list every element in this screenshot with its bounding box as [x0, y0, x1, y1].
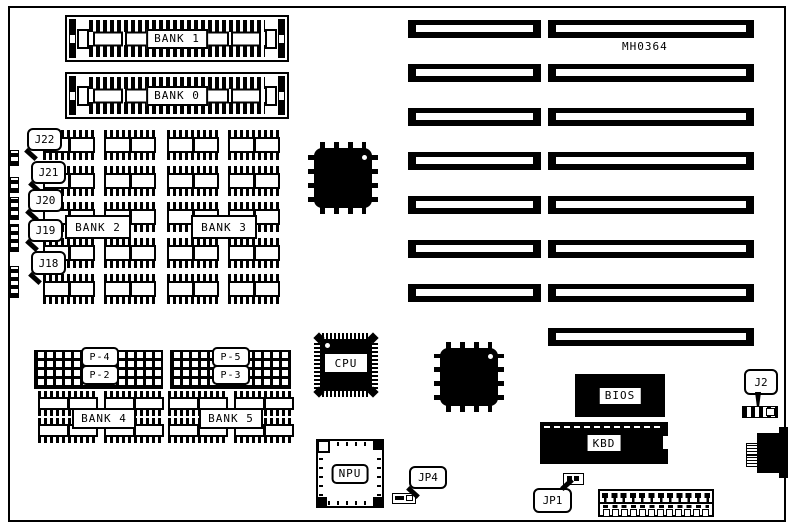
chip-half — [169, 139, 192, 151]
expansion-slot — [548, 196, 754, 214]
module-clip — [77, 86, 89, 106]
pin-comb — [228, 202, 280, 209]
socket-corner — [317, 440, 330, 453]
bank-4-label: BANK 4 — [72, 408, 136, 429]
connector-cell — [766, 408, 775, 416]
chip-body — [228, 245, 280, 261]
chip-half — [230, 247, 253, 259]
connector-socket — [648, 509, 655, 517]
module-clip — [77, 29, 89, 49]
pin-comb — [104, 189, 156, 196]
chip-half — [106, 283, 129, 295]
pin-row — [446, 405, 492, 412]
p-2-label: P-2 — [81, 365, 119, 385]
jumper-callout-jp4: JP4 — [409, 466, 447, 489]
connector-plug — [746, 455, 758, 467]
chip-half — [70, 399, 97, 408]
chip-half — [40, 426, 67, 435]
chip-half — [106, 139, 129, 151]
module-endcap — [69, 19, 76, 58]
chip-half — [106, 247, 129, 259]
chip-half — [71, 283, 94, 295]
expansion-slot — [548, 240, 754, 258]
pin-comb — [104, 297, 156, 304]
chip-half — [40, 399, 67, 408]
connector-socket — [603, 509, 610, 517]
pin1-dot — [362, 155, 367, 160]
jumper-callout-j19: J19 — [28, 219, 63, 242]
module-endcap — [278, 19, 285, 58]
pin-row — [371, 341, 378, 389]
chip-half — [169, 247, 192, 259]
connector-socket — [666, 509, 673, 517]
pin-row — [497, 354, 504, 400]
pin-comb — [104, 202, 156, 209]
dip-chip — [228, 238, 280, 268]
expansion-slot — [548, 284, 754, 302]
jumper-callout-j20: J20 — [28, 189, 63, 212]
dip-chip — [228, 274, 280, 304]
expansion-slot — [408, 152, 541, 170]
npu-label: NPU — [332, 464, 369, 484]
jumper-callout-j21: J21 — [31, 161, 66, 184]
dip-chip — [167, 238, 219, 268]
jumper-connector-j22 — [10, 150, 19, 166]
bios-chip — [575, 374, 665, 417]
expansion-slot — [548, 108, 754, 126]
jumper-callout-j18: J18 — [31, 251, 66, 275]
pin-comb — [104, 153, 156, 160]
bank-1-module — [65, 15, 289, 62]
pin1-dot — [325, 343, 330, 348]
pin-comb — [104, 130, 156, 137]
jumper-connector-j20 — [10, 197, 19, 220]
chip-half — [256, 247, 279, 259]
chip-body — [104, 173, 156, 189]
expansion-slot — [548, 152, 754, 170]
chip-half — [256, 283, 279, 295]
chip-half — [256, 175, 279, 187]
connector-plug — [746, 443, 758, 455]
chip-half — [200, 399, 227, 408]
chip-half — [230, 175, 253, 187]
p-3-label: P-3 — [212, 365, 250, 385]
pin-comb — [234, 437, 294, 443]
connector-socket — [693, 509, 700, 517]
chip-body — [167, 137, 219, 153]
module-clip — [265, 86, 277, 106]
connector-socket — [675, 509, 682, 517]
bank-5-label: BANK 5 — [199, 408, 263, 429]
kbd-label: KBD — [588, 435, 621, 451]
jumper-callout-j2: J2 — [744, 369, 778, 395]
dip-chip — [167, 166, 219, 196]
cpu-label: CPU — [323, 352, 369, 374]
chip-half — [71, 175, 94, 187]
connector-sockets — [603, 509, 709, 517]
module-endcap — [69, 76, 76, 115]
jumper-connector-j2 — [742, 406, 778, 418]
chip-body — [167, 173, 219, 189]
dip-chip — [104, 130, 156, 160]
chip-half — [106, 175, 129, 187]
module-endcap — [278, 76, 285, 115]
pin-comb — [168, 437, 228, 443]
module-pad — [231, 88, 261, 103]
connector-marks — [603, 505, 709, 508]
chip-half — [169, 211, 192, 223]
dip-chip — [104, 274, 156, 304]
socket-corner — [373, 497, 382, 506]
p-5-label: P-5 — [212, 347, 250, 367]
chip-half — [195, 175, 218, 187]
bank-2-label: BANK 2 — [65, 215, 131, 239]
din-keyboard-connector — [779, 427, 788, 478]
asic-chip — [308, 142, 378, 214]
asic-chip — [434, 342, 504, 412]
expansion-slot — [408, 20, 541, 38]
chip-half — [230, 283, 253, 295]
bank-1-label: BANK 1 — [146, 29, 208, 49]
jumper-connector-j21 — [10, 177, 19, 193]
pin-row — [371, 154, 378, 202]
bank-3-label: BANK 3 — [191, 215, 257, 239]
expansion-slot — [548, 20, 754, 38]
dip-chip — [104, 238, 156, 268]
chip-half — [195, 247, 218, 259]
expansion-slot — [408, 284, 541, 302]
chip-half — [106, 399, 133, 408]
pin-comb — [228, 153, 280, 160]
chip-half — [230, 139, 253, 151]
jumper-callout-jp1: JP1 — [533, 488, 572, 513]
chip-half — [169, 175, 192, 187]
bank-0-label: BANK 0 — [146, 86, 208, 106]
chip-body — [104, 137, 156, 153]
socket-ticks — [328, 501, 372, 505]
chip-half — [256, 211, 279, 223]
pin-comb — [228, 274, 280, 281]
chip-notch — [663, 436, 668, 449]
expansion-slot — [548, 64, 754, 82]
pin-comb — [228, 238, 280, 245]
pin-comb — [228, 166, 280, 173]
chip-half — [195, 139, 218, 151]
expansion-slot — [408, 196, 541, 214]
expansion-slot — [408, 64, 541, 82]
p-4-label: P-4 — [81, 347, 119, 367]
dip-chip — [228, 166, 280, 196]
expansion-slot — [408, 240, 541, 258]
cpu-chip — [314, 333, 378, 397]
chip-body — [104, 281, 156, 297]
pin-comb — [228, 130, 280, 137]
connector-socket — [684, 509, 691, 517]
chip-half — [132, 139, 155, 151]
dip-chip — [167, 130, 219, 160]
chip-half — [170, 426, 197, 435]
pin-comb — [167, 189, 219, 196]
connector-socket — [630, 509, 637, 517]
connector-divider — [600, 502, 712, 504]
pin-comb — [104, 261, 156, 268]
dip-chip — [167, 274, 219, 304]
pin-comb — [167, 153, 219, 160]
chip-half — [132, 247, 155, 259]
bios-label: BIOS — [600, 388, 641, 404]
chip-body — [228, 173, 280, 189]
din-keyboard-connector — [757, 433, 780, 473]
pin-comb — [43, 274, 95, 281]
pin-comb — [228, 261, 280, 268]
chip-half — [256, 139, 279, 151]
socket-corner — [318, 497, 327, 506]
chip-half — [132, 175, 155, 187]
pin-comb — [104, 166, 156, 173]
connector-socket — [702, 509, 709, 517]
pin-comb — [167, 130, 219, 137]
chip-half — [236, 399, 263, 408]
chip-half — [71, 139, 94, 151]
pin-comb — [228, 297, 280, 304]
connector-socket — [621, 509, 628, 517]
chip-half — [136, 426, 163, 435]
pin-comb — [167, 166, 219, 173]
dip-chip — [104, 166, 156, 196]
pin-row — [320, 207, 366, 214]
kbd-controller-chip — [540, 422, 668, 464]
npu-socket — [316, 439, 384, 508]
pin-comb — [228, 189, 280, 196]
chip-half — [169, 283, 192, 295]
pin-comb — [167, 297, 219, 304]
module-clip — [265, 29, 277, 49]
socket-ticks — [319, 451, 323, 496]
chip-half — [71, 247, 94, 259]
pin-comb — [167, 261, 219, 268]
pin-comb — [43, 153, 95, 160]
chip-half — [266, 399, 293, 408]
expansion-slot — [408, 108, 541, 126]
part-number: MH0364 — [622, 40, 668, 53]
module-pad — [93, 31, 123, 46]
chip-half — [132, 283, 155, 295]
chip-body — [43, 281, 95, 297]
pin-comb — [104, 238, 156, 245]
chip-dash-line — [544, 426, 664, 428]
pin-comb — [43, 297, 95, 304]
pin-comb — [167, 238, 219, 245]
connector-socket — [657, 509, 664, 517]
chip-half — [170, 399, 197, 408]
pin-row — [322, 390, 370, 397]
pin1-dot — [488, 354, 493, 359]
pin-comb — [167, 202, 219, 209]
dip-chip — [228, 130, 280, 160]
expansion-slot — [548, 328, 754, 346]
chip-half — [195, 283, 218, 295]
socket-corner — [373, 441, 382, 450]
chip-body — [228, 137, 280, 153]
chip-body — [167, 245, 219, 261]
chip-body — [228, 281, 280, 297]
module-pad — [93, 88, 123, 103]
chip-half — [45, 283, 68, 295]
pin-comb — [167, 274, 219, 281]
jumper-callout-j22: J22 — [27, 128, 62, 151]
chip-body — [167, 281, 219, 297]
bank-0-module — [65, 72, 289, 119]
socket-ticks — [328, 442, 372, 446]
power-connector — [598, 489, 714, 517]
pin-comb — [38, 437, 98, 443]
chip-half — [132, 211, 155, 223]
chip-half — [266, 426, 293, 435]
pin-comb — [104, 437, 164, 443]
module-pad — [231, 31, 261, 46]
socket-ticks — [377, 451, 381, 496]
dip-chip — [43, 274, 95, 304]
jumper-connector-j18 — [10, 266, 19, 298]
jumper-connector-j19 — [10, 224, 19, 252]
connector-socket — [639, 509, 646, 517]
pin-comb — [104, 274, 156, 281]
chip-half — [136, 399, 163, 408]
chip-body — [104, 245, 156, 261]
connector-socket — [612, 509, 619, 517]
